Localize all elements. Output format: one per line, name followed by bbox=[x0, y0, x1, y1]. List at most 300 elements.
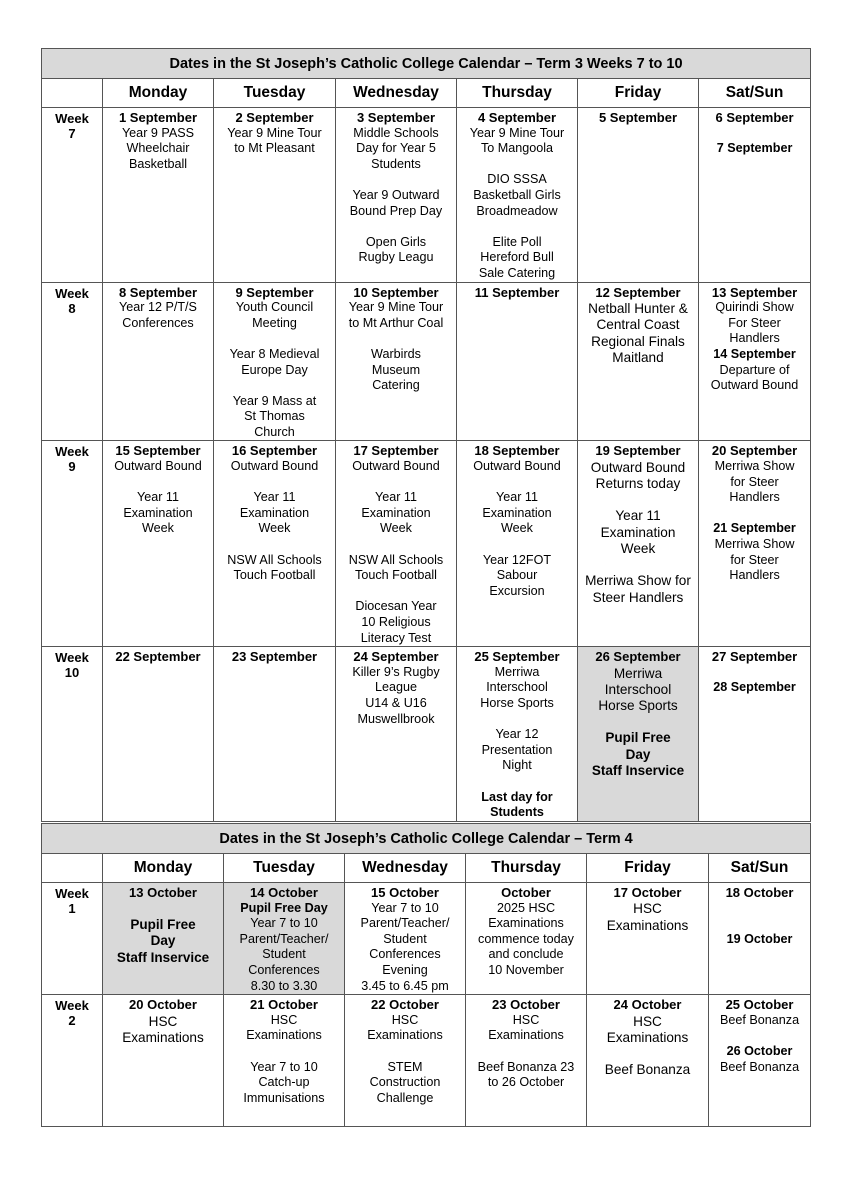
event-line: Evening bbox=[382, 962, 428, 977]
event-line: HSC bbox=[633, 1013, 662, 1029]
event-line: Year 11 bbox=[374, 490, 418, 505]
event-line: St Thomas bbox=[244, 409, 305, 424]
event-line: Europe Day bbox=[241, 362, 308, 377]
week-label-line: 9 bbox=[68, 459, 76, 475]
term3-body bbox=[42, 49, 811, 822]
term3-calendar-table bbox=[41, 48, 811, 822]
event-line: Student bbox=[383, 931, 427, 946]
event-line: Construction bbox=[369, 1075, 441, 1090]
day-cell bbox=[103, 995, 224, 1127]
title-row bbox=[42, 824, 811, 854]
term4-calendar-table bbox=[41, 823, 811, 1127]
day-header: Wednesday bbox=[345, 854, 466, 883]
day-date: 19 September bbox=[595, 443, 681, 459]
event-line: Examination bbox=[239, 505, 310, 520]
event-line: Catch-up bbox=[258, 1075, 310, 1090]
event-line: Year 12 P/T/S bbox=[119, 300, 197, 315]
day-date: October bbox=[501, 885, 551, 900]
event-line: HSC bbox=[270, 1012, 298, 1027]
event-line: Warbirds bbox=[371, 346, 421, 361]
day-header: Sat/Sun bbox=[699, 79, 811, 108]
week-label bbox=[42, 883, 103, 995]
day-cell bbox=[457, 282, 578, 441]
event-line: Year 7 to 10 bbox=[250, 1059, 318, 1074]
week-row bbox=[42, 883, 811, 995]
day-cell bbox=[699, 282, 811, 441]
day-date: 12 September bbox=[595, 284, 681, 300]
day-date: 9 September bbox=[235, 284, 314, 300]
event-line: Year 9 Mine Tour bbox=[469, 125, 565, 140]
event-line: for Steer bbox=[730, 552, 779, 567]
spacer bbox=[466, 1044, 586, 1060]
day-date: 24 October bbox=[613, 997, 682, 1013]
event-line: Basketball bbox=[128, 156, 188, 171]
event-line: Bound Prep Day bbox=[349, 203, 443, 218]
event-line: Night bbox=[502, 758, 532, 773]
event-line: Parent/Teacher/ bbox=[239, 931, 329, 946]
day-date: 11 September bbox=[474, 284, 560, 300]
week-label bbox=[42, 995, 103, 1127]
event-line: Year 7 to 10 bbox=[250, 916, 318, 931]
spacer bbox=[699, 126, 810, 142]
spacer bbox=[224, 1044, 344, 1060]
event-line: 2025 HSC bbox=[496, 900, 556, 915]
day-cell bbox=[578, 441, 699, 647]
event-line: Immunisations bbox=[243, 1090, 325, 1105]
event-line: Beef Bonanza bbox=[604, 1061, 691, 1077]
event-line: Week bbox=[620, 541, 656, 557]
event-line: Sale Catering bbox=[478, 265, 556, 280]
spacer bbox=[336, 475, 456, 491]
event-line: Merriwa Show bbox=[714, 459, 795, 474]
day-date: 1 September bbox=[118, 110, 198, 125]
event-line: Week bbox=[501, 521, 533, 536]
event-line: Week bbox=[258, 521, 291, 536]
event-line: Outward Bound bbox=[352, 459, 440, 474]
event-line: Examination bbox=[600, 524, 676, 540]
event-line: Outward Bound bbox=[710, 378, 799, 393]
event-line: Steer Handlers bbox=[592, 589, 684, 605]
week-label bbox=[42, 441, 103, 647]
day-cell bbox=[336, 441, 457, 647]
day-date: 16 September bbox=[231, 443, 318, 459]
day-date: 5 September bbox=[598, 110, 678, 125]
event-line: Handlers bbox=[729, 568, 780, 583]
event-line: HSC bbox=[148, 1013, 178, 1029]
event-line: Rugby Leagu bbox=[358, 250, 434, 265]
event-line: Elite Poll bbox=[492, 234, 542, 249]
event-line: Wheelchair bbox=[126, 141, 190, 156]
day-date: 20 October bbox=[129, 997, 197, 1013]
day-cell bbox=[587, 883, 709, 995]
event-line: Excursion bbox=[489, 583, 545, 598]
day-cell bbox=[466, 883, 587, 995]
day-header: Monday bbox=[103, 854, 224, 883]
spacer bbox=[457, 219, 577, 235]
event-line: Open Girls bbox=[365, 234, 427, 249]
day-header: Wednesday bbox=[336, 79, 457, 108]
day-header: Friday bbox=[587, 854, 709, 883]
term4-body bbox=[42, 824, 811, 1127]
day-date: 26 September bbox=[595, 649, 681, 665]
day-date: 22 September bbox=[115, 649, 201, 665]
event-line: Basketball Girls bbox=[473, 187, 561, 202]
event-line: Year 12 bbox=[495, 727, 539, 742]
day-date: 17 October bbox=[613, 885, 682, 900]
week-label-line: Week bbox=[55, 111, 89, 126]
event-line: Year 9 PASS bbox=[121, 125, 195, 140]
event-line: Parent/Teacher/ bbox=[360, 916, 450, 931]
event-line: Returns today bbox=[595, 476, 681, 492]
event-line: Middle Schools bbox=[353, 125, 439, 140]
event-line: Conferences bbox=[248, 962, 320, 977]
event-line: Conferences bbox=[122, 315, 194, 330]
event-line: Examinations bbox=[606, 1029, 689, 1045]
spacer bbox=[345, 1044, 465, 1060]
event-line: Horse Sports bbox=[480, 695, 554, 710]
event-line: Muswellbrook bbox=[357, 711, 435, 726]
event-line: 10 Religious bbox=[361, 615, 431, 629]
event-line: and conclude bbox=[488, 947, 564, 962]
event-line: To Mangoola bbox=[480, 141, 554, 156]
event-line: Examinations bbox=[367, 1028, 443, 1043]
event-line: Examination bbox=[123, 505, 193, 520]
day-date: 18 October bbox=[725, 885, 794, 900]
event-line: Examinations bbox=[246, 1028, 322, 1043]
event-line: Broadmeadow bbox=[476, 203, 558, 218]
calendar-title: Dates in the St Joseph’s Catholic College Calendar – Term 4 bbox=[42, 824, 811, 854]
day-cell bbox=[578, 108, 699, 283]
event-line: 10 November bbox=[488, 962, 564, 977]
day-cell bbox=[214, 647, 336, 822]
event-line: Day bbox=[625, 746, 651, 762]
event-line: Week bbox=[380, 521, 412, 536]
day-cell bbox=[587, 995, 709, 1127]
event-line: Outward Bound bbox=[590, 459, 686, 475]
event-line: Year 9 Mine Tour bbox=[227, 125, 322, 140]
week-row bbox=[42, 282, 811, 441]
spacer bbox=[103, 475, 213, 491]
spacer bbox=[578, 558, 698, 574]
spacer bbox=[709, 901, 810, 917]
day-cell bbox=[103, 282, 214, 441]
event-line: NSW All Schools bbox=[348, 552, 444, 567]
event-line: Conferences bbox=[369, 947, 441, 962]
day-cell bbox=[709, 883, 811, 995]
event-line: Central Coast bbox=[596, 317, 680, 333]
spacer bbox=[457, 157, 577, 173]
event-line: For Steer bbox=[728, 315, 781, 330]
day-header: Tuesday bbox=[224, 854, 345, 883]
day-cell bbox=[214, 282, 336, 441]
event-line: Handlers bbox=[729, 331, 780, 346]
event-line: Interschool bbox=[486, 680, 548, 695]
event-line: Departure of bbox=[719, 362, 790, 377]
spacer bbox=[578, 715, 698, 731]
day-cell bbox=[699, 108, 811, 283]
day-cell bbox=[103, 108, 214, 283]
spacer bbox=[699, 665, 810, 681]
day-cell bbox=[103, 647, 214, 822]
day-cell bbox=[709, 995, 811, 1127]
event-line: Catering bbox=[372, 378, 420, 393]
event-line: Handlers bbox=[729, 490, 780, 505]
spacer bbox=[457, 774, 577, 790]
event-line: HSC bbox=[391, 1012, 419, 1027]
day-date: 18 September bbox=[474, 443, 560, 459]
event-line: Sabour bbox=[496, 568, 538, 583]
spacer bbox=[336, 537, 456, 553]
event-line: Church bbox=[254, 424, 295, 439]
day-cell bbox=[336, 647, 457, 822]
corner-cell bbox=[42, 79, 103, 108]
event-line: Outward Bound bbox=[230, 459, 319, 474]
day-cell bbox=[699, 647, 811, 822]
event-line: Examination bbox=[482, 505, 552, 520]
spacer bbox=[336, 172, 456, 188]
event-line: Pupil Free bbox=[605, 730, 671, 746]
event-line: Staff Inservice bbox=[591, 763, 685, 779]
spacer bbox=[587, 1046, 708, 1062]
event-line: 21 September bbox=[713, 521, 796, 536]
event-line: to 26 October bbox=[487, 1075, 565, 1090]
event-line: Students bbox=[490, 805, 544, 820]
event-line: Challenge bbox=[376, 1090, 434, 1105]
event-line: Outward Bound bbox=[114, 459, 202, 474]
event-line: 14 September bbox=[713, 346, 796, 361]
event-line: to Mt Arthur Coal bbox=[348, 315, 444, 330]
day-header: Thursday bbox=[457, 79, 578, 108]
event-line: Beef Bonanza bbox=[719, 1012, 800, 1027]
event-line: 28 September bbox=[713, 680, 796, 695]
event-line: 7 September bbox=[716, 141, 793, 156]
event-line: commence today bbox=[478, 931, 574, 946]
spacer bbox=[336, 219, 456, 235]
day-date: 14 October bbox=[250, 885, 318, 900]
event-line: Year 9 Mine Tour bbox=[348, 300, 444, 315]
week-label-line: 1 bbox=[68, 901, 76, 916]
week-label bbox=[42, 282, 103, 441]
event-line: Pupil Free Day bbox=[240, 900, 328, 915]
event-line: U14 & U16 bbox=[365, 695, 427, 710]
event-line: 3.45 to 6.45 pm bbox=[361, 978, 449, 993]
event-line: Students bbox=[371, 156, 421, 171]
day-header-row bbox=[42, 854, 811, 883]
week-label bbox=[42, 647, 103, 822]
event-line: Killer 9’s Rugby bbox=[352, 664, 440, 679]
event-line: Horse Sports bbox=[598, 698, 678, 714]
event-line: Year 9 Outward bbox=[352, 187, 440, 202]
day-date: 10 September bbox=[353, 284, 439, 300]
day-date: 13 October bbox=[129, 885, 197, 900]
event-line: Year 7 to 10 bbox=[371, 900, 439, 915]
event-line: Merriwa bbox=[613, 665, 663, 681]
spacer bbox=[709, 1028, 810, 1044]
day-cell bbox=[103, 441, 214, 647]
spacer bbox=[699, 506, 810, 522]
day-date: 13 September bbox=[711, 284, 798, 300]
day-cell bbox=[336, 108, 457, 283]
day-date: 25 September bbox=[474, 649, 560, 665]
day-cell bbox=[578, 282, 699, 441]
event-line: Diocesan Year bbox=[355, 599, 437, 614]
day-cell bbox=[457, 647, 578, 822]
day-cell bbox=[457, 108, 578, 283]
spacer bbox=[709, 916, 810, 932]
event-line: Regional Finals bbox=[591, 333, 685, 349]
event-line: HSC bbox=[633, 901, 662, 917]
spacer bbox=[457, 712, 577, 728]
event-line: HSC bbox=[512, 1012, 540, 1027]
spacer bbox=[214, 537, 335, 553]
event-line: Maitland bbox=[612, 350, 664, 366]
event-line: Touch Football bbox=[355, 568, 437, 583]
event-line: Meeting bbox=[252, 315, 297, 330]
event-line: Presentation bbox=[481, 742, 553, 757]
day-date: 25 October bbox=[725, 997, 794, 1013]
week-row bbox=[42, 647, 811, 822]
event-line: Merriwa Show for bbox=[585, 573, 691, 589]
event-line: Quirindi Show bbox=[715, 300, 794, 315]
day-cell bbox=[224, 995, 345, 1127]
day-date: 27 September bbox=[711, 649, 798, 665]
event-line: STEM bbox=[387, 1059, 423, 1074]
event-line: Year 11 bbox=[136, 490, 180, 505]
day-date: 6 September bbox=[715, 110, 794, 125]
event-line: Museum bbox=[371, 362, 421, 377]
event-line: Outward Bound bbox=[473, 459, 561, 474]
event-line: Examinations bbox=[606, 917, 689, 933]
event-line: Day for Year 5 bbox=[356, 141, 436, 156]
week-label-line: 10 bbox=[64, 665, 80, 681]
day-date: 20 September bbox=[711, 443, 798, 459]
spacer bbox=[457, 537, 577, 553]
day-date: 23 September bbox=[231, 649, 318, 665]
event-line: 8.30 to 3.30 bbox=[250, 978, 318, 993]
day-cell bbox=[103, 883, 224, 995]
week-label-line: 8 bbox=[68, 300, 76, 316]
event-line: Merriwa Show bbox=[714, 537, 795, 552]
event-line: Year 11 bbox=[615, 508, 661, 524]
day-cell bbox=[345, 995, 466, 1127]
day-cell bbox=[214, 441, 336, 647]
day-date: 23 October bbox=[492, 997, 560, 1013]
week-label-line: 2 bbox=[68, 1013, 76, 1029]
week-row bbox=[42, 995, 811, 1127]
day-date: 15 September bbox=[115, 443, 201, 459]
event-line: Year 8 Medieval bbox=[229, 346, 320, 361]
week-label-line: Week bbox=[55, 650, 89, 666]
spacer bbox=[214, 475, 335, 491]
day-cell bbox=[345, 883, 466, 995]
event-line: Examinations bbox=[488, 916, 564, 931]
day-cell bbox=[457, 441, 578, 647]
week-label-line: Week bbox=[55, 886, 89, 901]
day-cell bbox=[214, 108, 336, 283]
week-label bbox=[42, 108, 103, 283]
event-line: Day bbox=[150, 933, 176, 949]
spacer bbox=[457, 475, 577, 491]
week-label-line: Week bbox=[55, 444, 89, 460]
spacer bbox=[214, 331, 335, 347]
day-header-row bbox=[42, 79, 811, 108]
day-date: 15 October bbox=[371, 885, 439, 900]
event-line: Youth Council bbox=[235, 300, 314, 315]
day-cell bbox=[336, 282, 457, 441]
event-line: Literacy Test bbox=[360, 630, 432, 645]
event-line: Student bbox=[262, 947, 306, 962]
day-cell bbox=[466, 995, 587, 1127]
day-cell bbox=[578, 647, 699, 822]
day-header: Monday bbox=[103, 79, 214, 108]
event-line: Examinations bbox=[488, 1028, 564, 1043]
event-line: 26 October bbox=[726, 1043, 793, 1058]
event-line: Year 12FOT bbox=[482, 552, 552, 567]
event-line: DIO SSSA bbox=[487, 172, 547, 187]
spacer bbox=[103, 901, 223, 917]
event-line: Touch Football bbox=[233, 568, 316, 583]
corner-cell bbox=[42, 854, 103, 883]
week-row bbox=[42, 108, 811, 283]
event-line: Merriwa bbox=[494, 664, 540, 679]
day-cell bbox=[699, 441, 811, 647]
event-line: Beef Bonanza 23 bbox=[477, 1059, 575, 1074]
event-line: Netball Hunter & bbox=[588, 300, 688, 316]
day-date: 24 September bbox=[353, 649, 439, 665]
event-line: Year 11 bbox=[253, 490, 296, 505]
event-line: 19 October bbox=[726, 931, 793, 946]
day-date: 22 October bbox=[371, 997, 439, 1013]
day-date: 21 October bbox=[250, 997, 318, 1013]
week-row bbox=[42, 441, 811, 647]
spacer bbox=[336, 584, 456, 600]
week-label-line: Week bbox=[55, 285, 89, 301]
day-cell bbox=[224, 883, 345, 995]
spacer bbox=[578, 493, 698, 509]
event-line: Last day for bbox=[481, 789, 553, 804]
day-date: 17 September bbox=[353, 443, 439, 459]
event-line: NSW All Schools bbox=[227, 552, 322, 567]
week-label-line: 7 bbox=[68, 126, 76, 141]
event-line: Examinations bbox=[122, 1029, 204, 1045]
event-line: League bbox=[374, 680, 418, 695]
spacer bbox=[214, 378, 335, 394]
day-date: 3 September bbox=[356, 110, 436, 125]
day-header: Thursday bbox=[466, 854, 587, 883]
event-line: Year 9 Mass at bbox=[232, 393, 317, 408]
event-line: Beef Bonanza bbox=[719, 1059, 800, 1074]
event-line: for Steer bbox=[730, 474, 779, 489]
event-line: Pupil Free bbox=[130, 917, 196, 932]
day-header: Sat/Sun bbox=[709, 854, 811, 883]
day-date: 4 September bbox=[477, 110, 557, 125]
event-line: Staff Inservice bbox=[116, 949, 210, 965]
day-header: Tuesday bbox=[214, 79, 336, 108]
day-date: 2 September bbox=[235, 110, 314, 125]
event-line: Year 11 bbox=[495, 490, 539, 505]
spacer bbox=[336, 331, 456, 347]
event-line: to Mt Pleasant bbox=[234, 141, 315, 156]
day-date: 8 September bbox=[118, 284, 198, 300]
week-label-line: Week bbox=[55, 998, 89, 1014]
day-header: Friday bbox=[578, 79, 699, 108]
event-line: Examination bbox=[361, 505, 431, 520]
title-row bbox=[42, 49, 811, 79]
calendar-title: Dates in the St Joseph’s Catholic College Calendar – Term 3 Weeks 7 to 10 bbox=[42, 49, 811, 79]
event-line: Hereford Bull bbox=[480, 250, 554, 265]
event-line: Week bbox=[142, 521, 174, 536]
event-line: Interschool bbox=[604, 682, 672, 697]
